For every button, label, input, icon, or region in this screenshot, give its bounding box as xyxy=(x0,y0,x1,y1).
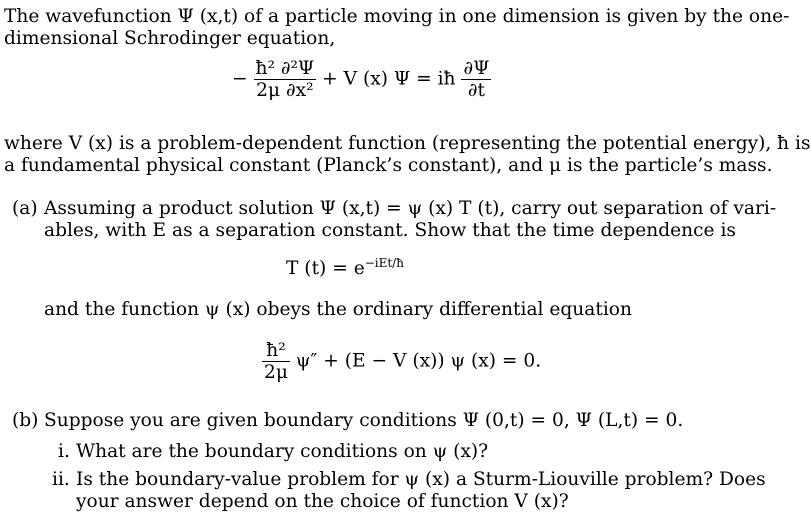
time-eq-lhs: T (t) = e xyxy=(286,258,365,279)
time-derivative-fraction xyxy=(461,58,491,101)
ode-numerator: ħ² xyxy=(266,340,286,361)
schrodinger-equation xyxy=(232,58,491,101)
time-dependence-equation xyxy=(286,255,404,279)
part-b-i-label: i. xyxy=(58,441,70,462)
time-eq-exponent: −iEt/ħ xyxy=(364,255,404,270)
part-a-line-1: Assuming a product solution Ψ (x,t) = ψ (x) T (t), carry out separation of vari- xyxy=(44,198,777,219)
intro-line-1: The wavefunction Ψ (x,t) of a particle moving in one dimension is given by the one- xyxy=(4,6,790,27)
part-b-i-text: What are the boundary conditions on ψ (x)? xyxy=(76,441,489,462)
part-b-ii-line-1: Is the boundary-value problem for ψ (x) a Sturm-Liouville problem? Does xyxy=(76,469,766,490)
ode-rest: ψ″ + (E − V (x)) ψ (x) = 0. xyxy=(295,350,542,372)
where-line-1: where V (x) is a problem-dependent function (representing the potential energy), ħ is xyxy=(4,133,811,154)
part-a-line-2: ables, with E as a separation constant. Show that the time dependence is xyxy=(44,220,736,241)
kinetic-numerator: ħ² ∂²Ψ xyxy=(255,58,315,79)
part-a-line-3: and the function ψ (x) obeys the ordinary differential equation xyxy=(44,299,632,320)
part-b-ii-label: ii. xyxy=(52,469,70,490)
part-b-label: (b) xyxy=(12,410,39,431)
ode-denominator: 2μ xyxy=(264,362,288,383)
ode-equation xyxy=(262,340,541,383)
part-b-ii-line-2: your answer depend on the choice of function V (x)? xyxy=(76,491,569,512)
where-line-2: a fundamental physical constant (Planck’s constant), and μ is the particle’s mass. xyxy=(4,155,773,176)
ode-fraction xyxy=(262,340,290,383)
part-b-line-1: Suppose you are given boundary conditions Ψ (0,t) = 0, Ψ (L,t) = 0. xyxy=(44,410,684,431)
time-derivative-denominator: ∂t xyxy=(461,79,491,101)
equation-minus: − xyxy=(232,68,248,90)
equation-middle: + V (x) Ψ = iħ xyxy=(322,68,456,90)
kinetic-denominator: 2μ ∂x² xyxy=(254,79,317,101)
part-a-label: (a) xyxy=(12,198,38,219)
time-derivative-numerator: ∂Ψ xyxy=(463,58,490,79)
intro-line-2: dimensional Schrodinger equation, xyxy=(4,28,336,49)
kinetic-fraction xyxy=(254,58,317,101)
